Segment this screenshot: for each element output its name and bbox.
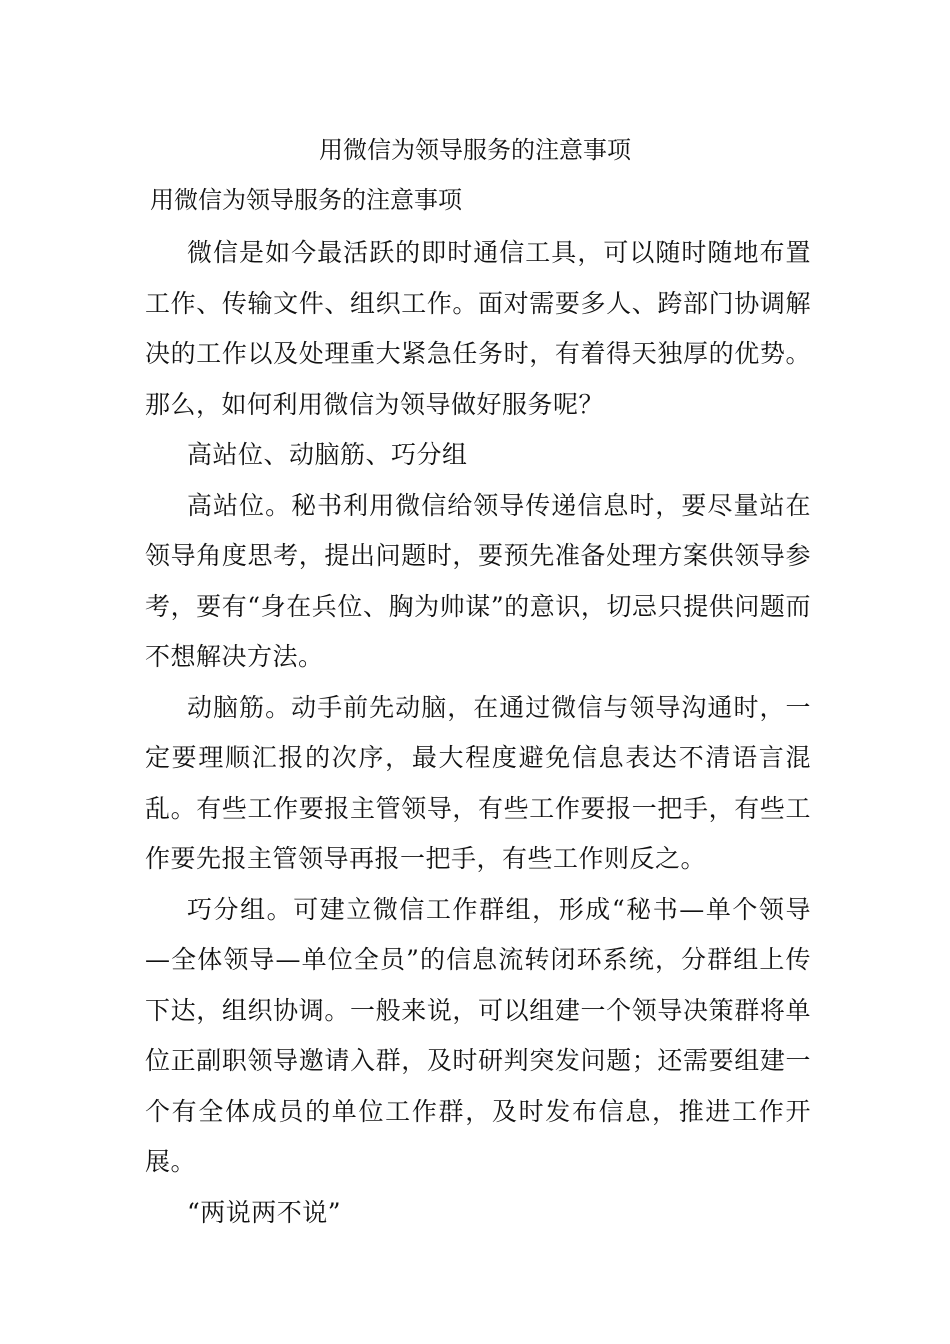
paragraph-high-position: 高站位。秘书利用微信给领导传递信息时，要尽量站在领导角度思考，提出问题时，要预先准备处理方案供领导参考，要有“身在兵位、胸为帅谋”的意识，切忌只提供问题而不想解决方法。 [145,490,811,671]
paragraph-think-first: 动脑筋。动手前先动脑，在通过微信与领导沟通时，一定要理顺汇报的次序，最大程度避免信息表达不清语言混乱。有些工作要报主管领导，有些工作要报一把手，有些工作要先报主管领导再报一把手，有些工作则反之。 [145,692,811,873]
section-heading-2: “两说两不说” [187,1197,342,1227]
document-subtitle: 用微信为领导服务的注意事项 [150,186,462,214]
document-body [145,228,811,1238]
section-heading-1: 高站位、动脑筋、巧分组 [187,440,468,469]
paragraph-grouping: 巧分组。可建立微信工作群组，形成“秘书—单个领导—全体领导—单位全员”的信息流转闭环系统，分群组上传下达，组织协调。一般来说，可以组建一个领导决策群将单位正副职领导邀请入群，及时研判突发问题；还需要组建一个有全体成员的单位工作群，及时发布信息，推进工作开展。 [145,894,811,1176]
paragraph-intro: 微信是如今最活跃的即时通信工具，可以随时随地布置工作、传输文件、组织工作。面对需要多人、跨部门协调解决的工作以及处理重大紧急任务时，有着得天独厚的优势。那么，如何利用微信为领导做好服务呢？ [145,238,811,419]
document-title: 用微信为领导服务的注意事项 [319,136,631,164]
